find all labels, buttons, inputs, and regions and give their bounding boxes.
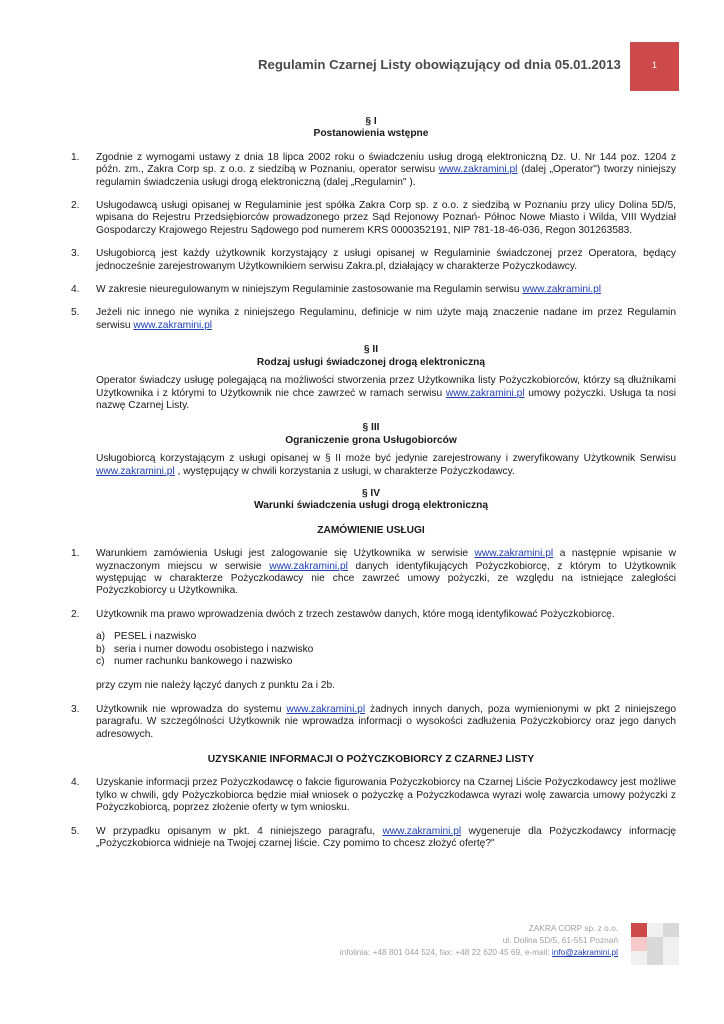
sub-item-text: PESEL i nazwisko — [114, 631, 197, 643]
footer-company: ZAKRA CORP sp. z o.o. — [528, 923, 618, 933]
item-number: 1. — [71, 151, 80, 163]
zakramini-link[interactable]: www.zakramini.pl — [438, 164, 518, 176]
document-body — [66, 116, 676, 850]
section-3-paragraph — [66, 453, 676, 478]
item-text: danych identyfikujących Pożyczkobiorcę, z którym to Użytkownik występując w charakterze Pożyczkodawcy nie chce zawrzeć umowy pożyczki, ze względu na istniejące zaległości Pożyczkobiorcy u Użytkownika. — [96, 560, 676, 597]
sub-item-letter: b) — [96, 643, 106, 655]
list-item — [66, 200, 676, 237]
zakramini-link[interactable]: www.zakramini.pl — [96, 465, 175, 477]
item-text: Jeżeli nic innego nie wynika z niniejszego Regulaminu, definicje w nim użyte mają znaczenie nadane im przez Regulamin serwisu — [96, 307, 676, 331]
section-2-paragraph — [66, 375, 676, 412]
data-set-list — [66, 631, 676, 668]
footer-contact — [340, 946, 618, 958]
grid-square — [631, 923, 647, 937]
paragraph-text: Usługobiorcą korzystającym z usługi opisanej w § II może być jedynie zarejestrowany i zweryfikowany Użytkownik Serwisu — [96, 453, 676, 465]
section-3-heading — [66, 422, 676, 447]
zakramini-link[interactable]: www.zakramini.pl — [522, 284, 602, 296]
item-number: 2. — [71, 200, 80, 212]
item-text: Warunkiem zamówienia Usługi jest zalogowanie się Użytkownika w serwisie — [96, 548, 475, 560]
footer-email-link[interactable]: info@zakramini.pl — [551, 947, 618, 957]
sub-list-item — [66, 644, 676, 656]
footer-address: ul. Dolina 5D/5, 61-551 Poznań — [502, 935, 618, 945]
grid-square — [663, 951, 679, 965]
section-symbol: § IV — [361, 487, 381, 499]
zakramini-link[interactable]: www.zakramini.pl — [382, 825, 462, 837]
item-number: 4. — [71, 284, 80, 296]
grid-square — [663, 923, 679, 937]
item-text: W przypadku opisanym w pkt. 4 niniejszego paragrafu, — [96, 825, 383, 837]
paragraph-text: , występujący w chwili korzystania z usługi, w charakterze Pożyczkodawcy. — [174, 465, 515, 477]
item-text: żadnych innych danych, poza wymienionymi w pkt 2 niniejszego paragrafu. W szczególności Użytkownik nie wprowadza informacji o wysokości zadłużenia Pożyczkobiorcy oraz jego danych adresowych. — [96, 703, 676, 740]
list-item — [66, 248, 676, 273]
list-item — [66, 307, 676, 332]
section-title: Postanowienia wstępne — [313, 128, 429, 140]
section-title: Warunki świadczenia usługi drogą elektroniczną — [254, 500, 488, 512]
grid-square — [631, 951, 647, 965]
item-number: 5. — [71, 825, 80, 837]
item-text: a następnie wpisanie w wyznaczonym miejscu w serwisie — [96, 548, 677, 572]
section-title: Ograniczenie grona Usługobiorców — [285, 434, 457, 446]
footer-contact-text: infolinia: +48 801 044 524, fax: +48 22 620 45 69, e-mail: — [339, 947, 552, 957]
list-item — [66, 548, 676, 598]
item-text: wygeneruje dla Pożyczkodawcy informację „Pożyczkobiorca widnieje na Twojej czarnej liście. Czy pomimo to chcesz złożyć ofertę?" — [96, 825, 677, 850]
grid-square — [647, 951, 663, 965]
page-footer — [340, 922, 618, 958]
page-number: 1 — [651, 60, 657, 70]
subsection-order-heading: ZAMÓWIENIE USŁUGI — [317, 524, 425, 536]
list-item — [66, 777, 676, 814]
item-text: W zakresie nieuregulowanym w niniejszym Regulaminie zastosowanie ma Regulamin serwisu — [96, 284, 523, 296]
list-item — [66, 609, 676, 621]
section-title: Rodzaj usługi świadczonej drogą elektroniczną — [256, 356, 486, 368]
item-number: 4. — [71, 777, 80, 789]
item-text: (dalej „Operator") tworzy niniejszy regulamin świadczenia usługi drogą elektroniczną (dalej „Regulamin" ). — [96, 164, 676, 188]
item-text: Usługodawcą usługi opisanej w Regulaminie jest spółka Zakra Corp sp. z o.o. z siedzibą w Poznaniu przy ulicy Dolina 5D/5, wpisana do Rejestru Przedsiębiorców prowadzonego przez Sąd Rejonowy Poznań- Północ Nowe Miasto i Wilda, VIII Wydział Gospodarczy Krajowego Rejestru Sądowego pod numerem KRS 0000352191, NIP 781-18-46-036, Regon 301263583. — [96, 200, 676, 236]
data-set-note: przy czym nie należy łączyć danych z punktu 2a i 2b. — [96, 680, 335, 692]
zakramini-link[interactable]: www.zakramini.pl — [445, 387, 525, 399]
item-number: 3. — [71, 703, 80, 715]
item-text: Uzyskanie informacji przez Pożyczkodawcę o fakcie figurowania Pożyczkobiorcy na Czarnej Liście Pożyczkodawcy jest możliwe tylko w chwili, gdy Pożyczkobiorca będzie miał wniosek o pożyczkę a Pożyczkodawca wyrazi wolę zawarcia umowy pożyczki z Pożyczkobiorcą, poprzez złożenie oferty w tym wniosku. — [96, 777, 676, 814]
section-symbol: § I — [365, 116, 377, 127]
sub-item-text: seria i numer dowodu osobistego i nazwisko — [114, 643, 314, 655]
list-item — [66, 704, 676, 741]
item-number: 2. — [71, 608, 80, 620]
sub-list-item — [66, 631, 676, 643]
document-title: Regulamin Czarnej Listy obowiązujący od dnia 05.01.2013 — [258, 57, 621, 72]
list-item — [66, 284, 676, 296]
item-text: Użytkownik nie wprowadza do systemu — [96, 703, 287, 715]
item-text: Usługobiorcą jest każdy użytkownik korzystający z usługi opisanej w Regulaminie świadczonej przez Operatora, będący jednocześnie zarejestrowanym Użytkownikiem serwisu Zakra.pl, działający w charakterze Pożyczkodawcy. — [96, 248, 676, 272]
list-item — [66, 152, 676, 189]
item-text: Zgodnie z wymogami ustawy z dnia 18 lipca 2002 roku o świadczeniu usług drogą elektroniczną Dz. U. Nr 144 poz. 1204 z późn. zm., Zakra Corp sp. z o.o. z siedzibą w Poznaniu, operator serwisu — [96, 151, 676, 176]
item-number: 3. — [71, 248, 80, 260]
sub-list-item — [66, 656, 676, 668]
grid-square — [663, 937, 679, 951]
zakramini-link[interactable]: www.zakramini.pl — [474, 548, 554, 560]
page-number-badge — [630, 42, 679, 91]
section-1-heading — [66, 116, 676, 141]
footer-logo-grid — [631, 923, 679, 965]
paragraph-text: umowy pożyczki. Usługa ta nosi nazwę Czarnej Listy. — [96, 387, 676, 411]
section-4-heading — [66, 488, 676, 513]
item-number: 5. — [71, 307, 80, 319]
grid-square — [647, 923, 663, 937]
list-item — [66, 826, 676, 851]
paragraph-text: Operator świadczy usługę polegającą na możliwości stworzenia przez Użytkownika listy Pożyczkobiorców, którzy są dłużnikami Użytkownika i z którymi to Użytkownik nie chce zawrzeć w ramach serwisu — [96, 375, 676, 399]
item-text: Użytkownik ma prawo wprowadzenia dwóch z trzech zestawów danych, które mogą identyfikować Pożyczkobiorcę. — [96, 608, 615, 620]
section-2-heading — [66, 344, 676, 369]
sub-item-letter: c) — [96, 656, 105, 667]
zakramini-link[interactable]: www.zakramini.pl — [133, 319, 213, 331]
zakramini-link[interactable]: www.zakramini.pl — [286, 703, 366, 715]
section-symbol: § III — [362, 422, 380, 434]
sub-item-letter: a) — [96, 631, 106, 643]
sub-item-text: numer rachunku bankowego i nazwisko — [114, 656, 293, 667]
item-number: 1. — [71, 548, 80, 560]
grid-square — [631, 937, 647, 951]
zakramini-link[interactable]: www.zakramini.pl — [269, 560, 348, 572]
subsection-info-heading: UZYSKANIE INFORMACJI O POŻYCZKOBIORCY Z CZARNEJ LISTY — [207, 754, 535, 766]
grid-square — [647, 937, 663, 951]
section-symbol: § II — [363, 344, 379, 356]
